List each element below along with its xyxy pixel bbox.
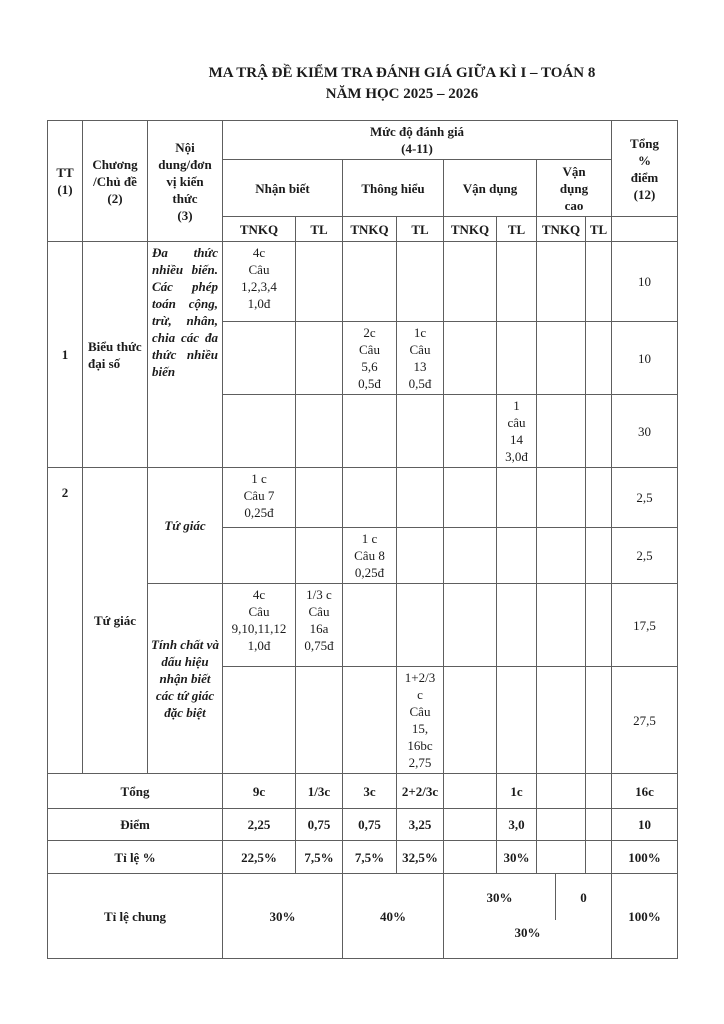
empty-cell — [497, 667, 537, 774]
header-tt: TT (1) — [48, 121, 83, 242]
cell-s1-noidung: Đa thức nhiều biến. Các phép toán cộng, trừ, nhân, chia các đa thức nhiều biến — [148, 242, 223, 468]
cell-s2r4-nb-tnkq: 1 c Câu 7 0,25đ — [223, 468, 296, 528]
table-row — [48, 809, 678, 841]
empty-cell — [537, 667, 586, 774]
cell-tong-th-tl: 2+2/3c — [397, 774, 444, 809]
empty-cell — [296, 468, 343, 528]
empty-cell — [444, 468, 497, 528]
cell-diem-nb-tl: 0,75 — [296, 809, 343, 841]
footer-tile-label: Tỉ lệ % — [48, 841, 223, 874]
empty-cell — [537, 322, 586, 395]
empty-cell — [586, 322, 612, 395]
empty-cell — [223, 528, 296, 584]
cell-diem-th-tnkq: 0,75 — [343, 809, 397, 841]
cell-s2r6-nb-tl: 1/3 c Câu 16a 0,75đ — [296, 584, 343, 667]
empty-cell — [343, 395, 397, 468]
empty-cell — [586, 774, 612, 809]
title-line-2: NĂM HỌC 2025 – 2026 — [325, 86, 479, 102]
cell-s2r6-nb-tnkq: 4c Câu 9,10,11,12 1,0đ — [223, 584, 296, 667]
cell-tilechung-vdc: 0 — [580, 889, 587, 905]
empty-cell — [537, 468, 586, 528]
empty-cell — [397, 395, 444, 468]
cell-s2r7-th-tl: 1+2/3 c Câu 15, 16bc 2,75 — [397, 667, 444, 774]
empty-cell — [497, 528, 537, 584]
cell-s2-chuong: Tứ giác — [83, 468, 148, 774]
cell-tilechung-vd: 30% — [444, 874, 556, 920]
empty-cell — [497, 322, 537, 395]
header-noidung: Nội dung/đơn vị kiến thức (3) — [148, 121, 223, 242]
empty-cell — [497, 468, 537, 528]
empty-cell — [296, 667, 343, 774]
empty-cell — [586, 468, 612, 528]
table-row — [48, 468, 678, 528]
cell-s2-tt: 2 — [48, 468, 83, 774]
empty-cell — [586, 667, 612, 774]
header-nb-tl: TL — [296, 217, 343, 242]
header-empty-cell — [612, 217, 678, 242]
empty-cell — [444, 774, 497, 809]
cell-s2r4-tong: 2,5 — [612, 468, 678, 528]
header-th-tnkq: TNKQ — [343, 217, 397, 242]
empty-cell — [397, 242, 444, 322]
empty-cell — [497, 584, 537, 667]
empty-cell — [343, 468, 397, 528]
empty-cell — [586, 841, 612, 874]
empty-cell — [444, 809, 497, 841]
cell-s2-noidung-2: Tính chất và dấu hiệu nhận biết các tứ giác đặc biệt — [148, 584, 223, 774]
cell-s1r1-tong: 10 — [612, 242, 678, 322]
cell-diem-th-tl: 3,25 — [397, 809, 444, 841]
cell-tong-total: 16c — [612, 774, 678, 809]
empty-cell — [537, 809, 586, 841]
cell-s1r3-tong: 30 — [612, 395, 678, 468]
empty-cell — [296, 242, 343, 322]
empty-cell — [537, 841, 586, 874]
header-mucdo-danh-gia: Mức độ đánh giá (4-11) — [223, 121, 612, 160]
empty-cell — [537, 584, 586, 667]
empty-cell — [537, 242, 586, 322]
empty-cell — [343, 584, 397, 667]
header-vd-tnkq: TNKQ — [444, 217, 497, 242]
table-row — [48, 121, 678, 160]
cell-s1r1-nb-tnkq: 4c Câu 1,2,3,4 1,0đ — [223, 242, 296, 322]
empty-cell — [223, 667, 296, 774]
cell-s1r3-vd-tl: 1 câu 14 3,0đ — [497, 395, 537, 468]
cell-tile-total: 100% — [612, 841, 678, 874]
header-vd-tl: TL — [497, 217, 537, 242]
cell-tilechung-nb: 30% — [223, 874, 343, 959]
cell-tilechung-total: 100% — [612, 874, 678, 959]
cell-tilechung-vd-vdc — [444, 874, 612, 959]
cell-tile-th-tnkq: 7,5% — [343, 841, 397, 874]
footer-tong-label: Tổng — [48, 774, 223, 809]
header-van-dung: Vận dụng — [444, 160, 537, 217]
header-th-tl: TL — [397, 217, 444, 242]
cell-s2r5-th-tnkq: 1 c Câu 8 0,25đ — [343, 528, 397, 584]
exam-matrix-table — [47, 120, 678, 959]
empty-cell — [444, 528, 497, 584]
empty-cell — [296, 528, 343, 584]
cell-tong-nb-tl: 1/3c — [296, 774, 343, 809]
empty-cell — [586, 395, 612, 468]
cell-s1-tt: 1 — [48, 242, 83, 468]
cell-tong-vd-tl: 1c — [497, 774, 537, 809]
empty-cell — [444, 395, 497, 468]
cell-s1-chuong: Biểu thức đại số — [83, 242, 148, 468]
cell-tile-vd-tl: 30% — [497, 841, 537, 874]
empty-cell — [397, 468, 444, 528]
footer-diem-label: Điểm — [48, 809, 223, 841]
empty-cell — [223, 322, 296, 395]
cell-s2r5-tong: 2,5 — [612, 528, 678, 584]
tilechung-compound-top — [444, 874, 611, 920]
header-thong-hieu: Thông hiểu — [343, 160, 444, 217]
cell-diem-total: 10 — [612, 809, 678, 841]
empty-cell — [586, 584, 612, 667]
footer-tilechung-label: Tỉ lệ chung — [48, 874, 223, 959]
empty-cell — [586, 528, 612, 584]
cell-tilechung-vd-vdc-merged: 30% — [514, 925, 541, 940]
empty-cell — [397, 584, 444, 667]
cell-s2r6-tong: 17,5 — [612, 584, 678, 667]
empty-cell — [497, 242, 537, 322]
cell-s1r2-tong: 10 — [612, 322, 678, 395]
empty-cell — [537, 528, 586, 584]
empty-cell — [444, 667, 497, 774]
empty-cell — [444, 584, 497, 667]
header-nb-tnkq: TNKQ — [223, 217, 296, 242]
empty-cell — [586, 809, 612, 841]
empty-cell — [397, 528, 444, 584]
table-row — [48, 242, 678, 322]
cell-tile-nb-tnkq: 22,5% — [223, 841, 296, 874]
header-van-dung-cao: Vận dụng cao — [537, 160, 612, 217]
header-chuong: Chương /Chủ đề (2) — [83, 121, 148, 242]
empty-cell — [296, 322, 343, 395]
header-nhan-biet: Nhận biết — [223, 160, 343, 217]
empty-cell — [223, 395, 296, 468]
empty-cell — [296, 395, 343, 468]
cell-s1r2-th-tl: 1c Câu 13 0,5đ — [397, 322, 444, 395]
tilechung-compound — [444, 874, 611, 957]
empty-cell — [444, 841, 497, 874]
cell-tong-nb-tnkq: 9c — [223, 774, 296, 809]
empty-cell — [444, 242, 497, 322]
table-row — [48, 774, 678, 809]
table-row — [48, 874, 678, 959]
cell-tile-th-tl: 32,5% — [397, 841, 444, 874]
header-tong-diem: Tổng % điểm (12) — [612, 121, 678, 217]
title-line-1: MA TRẬ ĐỀ KIỂM TRA ĐÁNH GIÁ GIỮA KÌ I – TOÁN 8 — [208, 65, 596, 81]
empty-cell — [537, 774, 586, 809]
cell-tilechung-th: 40% — [343, 874, 444, 959]
cell-diem-nb-tnkq: 2,25 — [223, 809, 296, 841]
empty-cell — [343, 667, 397, 774]
table-row — [48, 841, 678, 874]
empty-cell — [586, 242, 612, 322]
cell-tong-th-tnkq: 3c — [343, 774, 397, 809]
document-title — [79, 63, 724, 105]
cell-s1r2-th-tnkq: 2c Câu 5,6 0,5đ — [343, 322, 397, 395]
empty-cell — [343, 242, 397, 322]
cell-s2-noidung-1: Tứ giác — [148, 468, 223, 584]
empty-cell — [537, 395, 586, 468]
header-vdc-tnkq: TNKQ — [537, 217, 586, 242]
cell-tile-nb-tl: 7,5% — [296, 841, 343, 874]
empty-cell — [444, 322, 497, 395]
header-vdc-tl: TL — [586, 217, 612, 242]
cell-s2r7-tong: 27,5 — [612, 667, 678, 774]
cell-diem-vd-tl: 3,0 — [497, 809, 537, 841]
